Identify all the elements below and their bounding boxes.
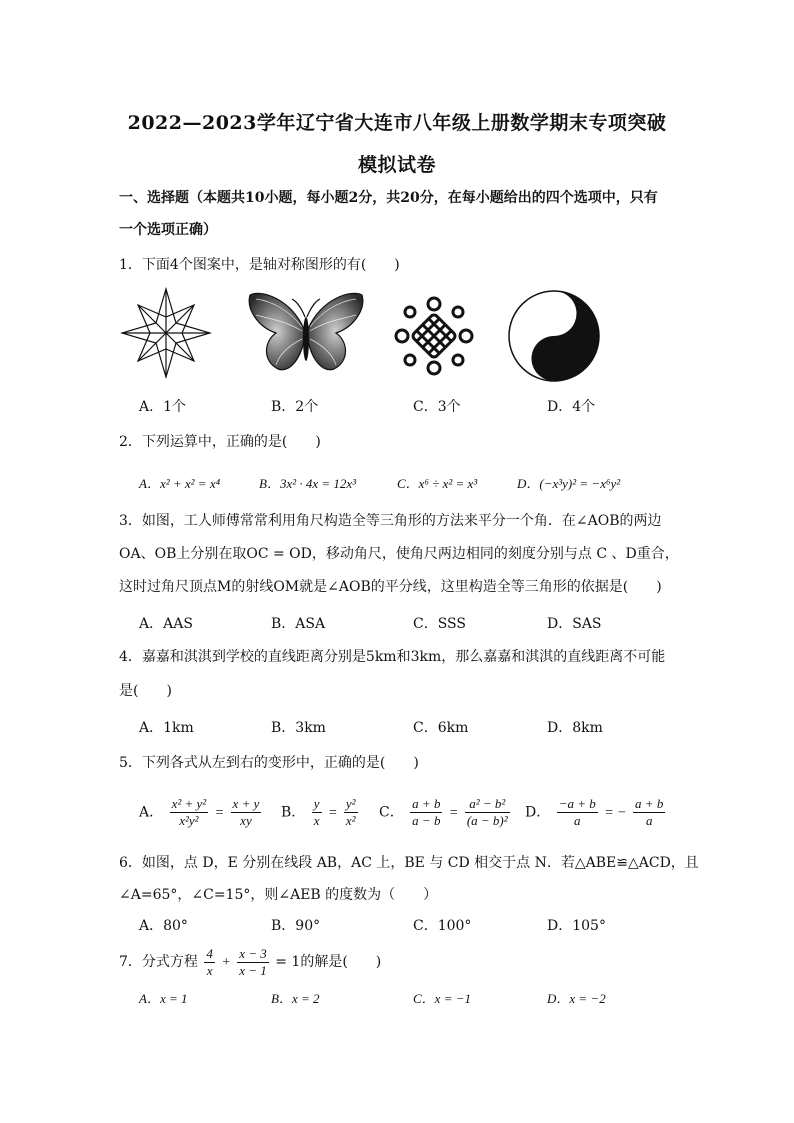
fraction: $\frac{4}{x}$ xyxy=(206,945,213,978)
option-c[interactable]: C．x = −1 xyxy=(413,991,471,1006)
option-c[interactable]: C．3个 xyxy=(413,399,461,415)
butterfly-figure xyxy=(246,289,366,379)
question-3-options xyxy=(139,613,739,635)
option-a-label: A． xyxy=(139,804,164,821)
option-d[interactable]: D． $\frac{-a + b}{a}$ = − $\frac{a + b}{a}$ xyxy=(525,796,664,828)
section-heading-cont: 一个选项正确） xyxy=(119,222,217,238)
option-c[interactable]: C．x⁶ ÷ x² = x³ xyxy=(397,476,478,491)
option-a[interactable]: A．1个 xyxy=(139,399,187,415)
option-d-label: D． xyxy=(525,804,551,821)
question-3-line2: OA、OB上分别在取OC = OD，移动角尺，使角尺两边相同的刻度分别与点 C 、D重合， xyxy=(119,546,679,562)
option-a[interactable]: A．x = 1 xyxy=(139,991,188,1006)
fraction: $\frac{\text{y²}}{\text{x²}}$ xyxy=(345,796,356,828)
option-b[interactable]: B．90° xyxy=(271,918,321,934)
question-4-line2: 是( ) xyxy=(119,683,172,699)
question-7-stem: 7．分式方程 $\frac{4}{x}$ + $\frac{x - 3}{x - 1}$ = 1的解是( ) xyxy=(119,945,382,978)
option-a[interactable]: A．80° xyxy=(139,918,188,934)
question-1-stem: 1．下面4个图案中，是轴对称图形的有( ) xyxy=(119,257,400,273)
fraction: $\frac{\text{x² + y²}}{\text{x²y²}}$ xyxy=(171,796,207,828)
option-a[interactable]: A． $\frac{\text{x² + y²}}{\text{x²y²}}$ = $\frac{x + y}{xy}$ xyxy=(139,796,260,828)
option-d[interactable]: D．4个 xyxy=(547,399,596,415)
option-b-label: B． xyxy=(281,804,306,821)
question-6-line1: 6．如图，点 D，E 分别在线段 AB，AC 上，BE 与 CD 相交于点 N．若△ABE≌△ACD，且 xyxy=(119,855,699,871)
option-a[interactable]: A．x² + x² = x⁴ xyxy=(139,476,221,491)
question-4-line1: 4．嘉嘉和淇淇到学校的直线距离分别是5km和3km，那么嘉嘉和淇淇的直线距离不可能 xyxy=(119,649,666,665)
question-2-stem: 2．下列运算中，正确的是( ) xyxy=(119,434,321,450)
option-b[interactable]: B．3x² · 4x = 12x³ xyxy=(259,476,357,491)
option-c[interactable]: C．SSS xyxy=(413,616,466,632)
question-5-options xyxy=(139,796,739,836)
chinese-knot-figure xyxy=(394,296,474,376)
option-c[interactable]: C． $\frac{a + b}{a - b}$ = $\frac{\text{a² − b²}}{\text{(a − b)²}}$ xyxy=(379,796,508,828)
question-1-options xyxy=(139,396,739,418)
option-d[interactable]: D．SAS xyxy=(547,616,602,632)
question-6-options xyxy=(139,915,739,937)
fraction: $\frac{a + b}{a}$ xyxy=(635,796,664,828)
yin-yang-figure xyxy=(507,289,601,383)
question-6-line2: ∠A=65°，∠C=15°，则∠AEB 的度数为（ ） xyxy=(119,887,438,903)
section-heading: 一、选择题（本题共10小题，每小题2分，共20分，在每小题给出的四个选项中，只有 xyxy=(119,190,658,206)
exam-title-line1: 2022—2023学年辽宁省大连市八年级上册数学期末专项突破 xyxy=(127,112,667,134)
option-a[interactable]: A．AAS xyxy=(139,616,193,632)
fraction: $\frac{-a + b}{a}$ xyxy=(558,796,596,828)
option-d[interactable]: D．x = −2 xyxy=(547,991,606,1006)
question-5-stem: 5．下列各式从左到右的变形中，正确的是( ) xyxy=(119,755,419,771)
question-2-options xyxy=(139,473,739,495)
fraction: $\frac{x + y}{xy}$ xyxy=(232,796,260,828)
option-c-label: C． xyxy=(379,804,404,821)
option-c[interactable]: C．100° xyxy=(413,918,472,934)
question-3-line1: 3．如图，工人师傅常常利用角尺构造全等三角形的方法来平分一个角．在∠AOB的两边 xyxy=(119,513,662,529)
question-3-line3: 这时过角尺顶点M的射线OM就是∠AOB的平分线，这里构造全等三角形的依据是( ) xyxy=(119,579,662,595)
option-c[interactable]: C．6km xyxy=(413,720,469,736)
exam-title-line2: 模拟试卷 xyxy=(357,154,436,176)
fraction: $\frac{\text{a² − b²}}{\text{(a − b)²}}$ xyxy=(466,796,508,828)
question-7-options xyxy=(139,988,739,1010)
question-7-prefix: 7．分式方程 xyxy=(119,954,198,970)
question-4-options xyxy=(139,717,739,739)
option-b[interactable]: B． $\frac{y}{x}$ = $\frac{\text{y²}}{\text{x²}}$ xyxy=(281,796,356,828)
fraction: $\frac{a + b}{a - b}$ xyxy=(412,796,441,828)
question-7-suffix: = 1的解是( ) xyxy=(275,954,382,970)
option-b[interactable]: B．2个 xyxy=(271,399,319,415)
option-d[interactable]: D．(−x³y)² = −x⁶y² xyxy=(517,476,621,491)
star-compass-figure xyxy=(120,287,212,379)
option-b[interactable]: B．ASA xyxy=(271,616,326,632)
option-d[interactable]: D．105° xyxy=(547,918,606,934)
option-d[interactable]: D．8km xyxy=(547,720,603,736)
option-b[interactable]: B．x = 2 xyxy=(271,991,320,1006)
fraction: $\frac{x - 3}{x - 1}$ xyxy=(239,945,267,978)
option-a[interactable]: A．1km xyxy=(139,720,194,736)
fraction: $\frac{y}{x}$ xyxy=(313,796,320,828)
option-b[interactable]: B．3km xyxy=(271,720,326,736)
